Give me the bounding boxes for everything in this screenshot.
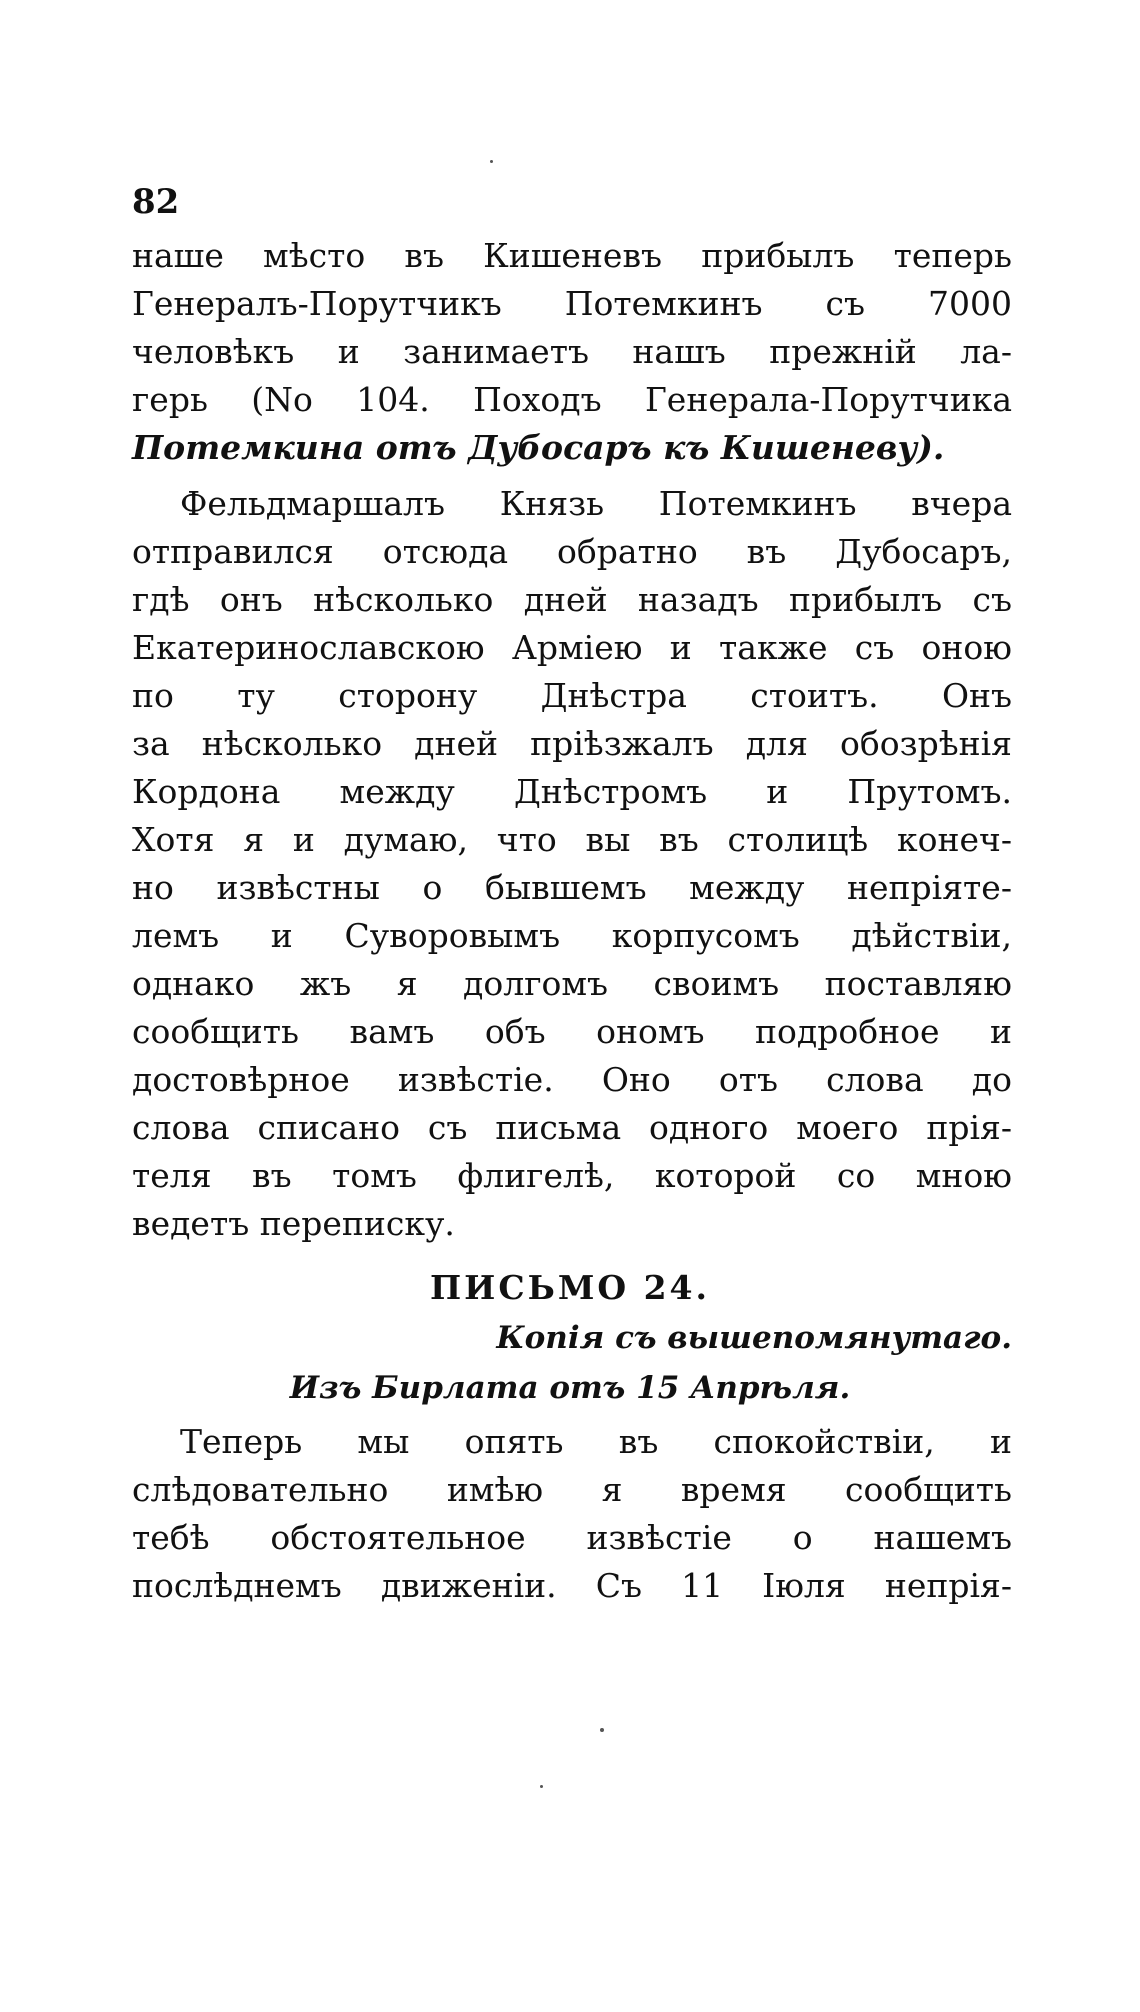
text-line: слова списано съ письма одного моего прія-: [132, 1108, 1012, 1147]
text-line: герь (No 104. Походъ Генерала-Порутчика: [132, 380, 1012, 419]
text-line: достовѣрное извѣстіе. Оно отъ слова до: [132, 1060, 1012, 1099]
page-number: 82: [132, 182, 180, 222]
letter-heading: ПИСЬМО 24.: [429, 1268, 710, 1307]
paragraph-letter: [132, 1418, 1012, 1610]
text-line: гдѣ онъ нѣсколько дней назадъ прибылъ съ: [132, 580, 1012, 619]
text-line: отправился отсюда обратно въ Дубосаръ,: [132, 532, 1012, 571]
text-line: лемъ и Суворовымъ корпусомъ дѣйствіи,: [132, 916, 1012, 955]
text-line: теля въ томъ флигелѣ, которой со мною: [132, 1156, 1012, 1195]
text-line: слѣдовательно имѣю я время сообщить: [132, 1470, 1012, 1509]
text-line: Генералъ-Порутчикъ Потемкинъ съ 7000: [132, 284, 1012, 323]
paragraph-potemkin: [132, 480, 1012, 1248]
paragraph-continued: [132, 232, 1012, 472]
text-line: тебѣ обстоятельное извѣстіе о нашемъ: [132, 1518, 1012, 1557]
paper-speck: [490, 160, 493, 163]
text-line: человѣкъ и занимаетъ нашъ прежній ла-: [132, 332, 1012, 371]
text-line: но извѣстны о бывшемъ между непріяте-: [132, 868, 1012, 907]
text-line: Кордона между Днѣстромъ и Прутомъ.: [132, 772, 1012, 811]
text-line: однако жъ я долгомъ своимъ поставляю: [132, 964, 1012, 1003]
text-line: сообщить вамъ объ ономъ подробное и: [132, 1012, 1012, 1051]
copy-subheading: Копія съ вышепомянутаго.: [496, 1320, 1012, 1356]
text-line: Хотя я и думаю, что вы въ столицѣ конеч-: [132, 820, 1012, 859]
text-line: за нѣсколько дней пріѣзжалъ для обозрѣнія: [132, 724, 1012, 763]
text-line: Потемкина отъ Дубосаръ къ Кишеневу).: [132, 428, 945, 467]
text-line: ведетъ переписку.: [132, 1204, 455, 1243]
text-line: Теперь мы опять въ спокойствіи, и: [180, 1422, 1012, 1461]
text-line: Екатеринославскою Арміею и также съ оною: [132, 628, 1012, 667]
text-line: Фельдмаршалъ Князь Потемкинъ вчера: [180, 484, 1012, 523]
text-line: по ту сторону Днѣстра стоитъ. Онъ: [132, 676, 1012, 715]
place-date-line: Изъ Бирлата отъ 15 Апрѣля.: [289, 1370, 851, 1406]
paper-speck: [600, 1728, 604, 1732]
paper-speck: [540, 1785, 543, 1788]
text-line: наше мѣсто въ Кишеневъ прибылъ теперь: [132, 236, 1012, 275]
text-line: послѣднемъ движеніи. Съ 11 Іюля непрія-: [132, 1566, 1012, 1605]
